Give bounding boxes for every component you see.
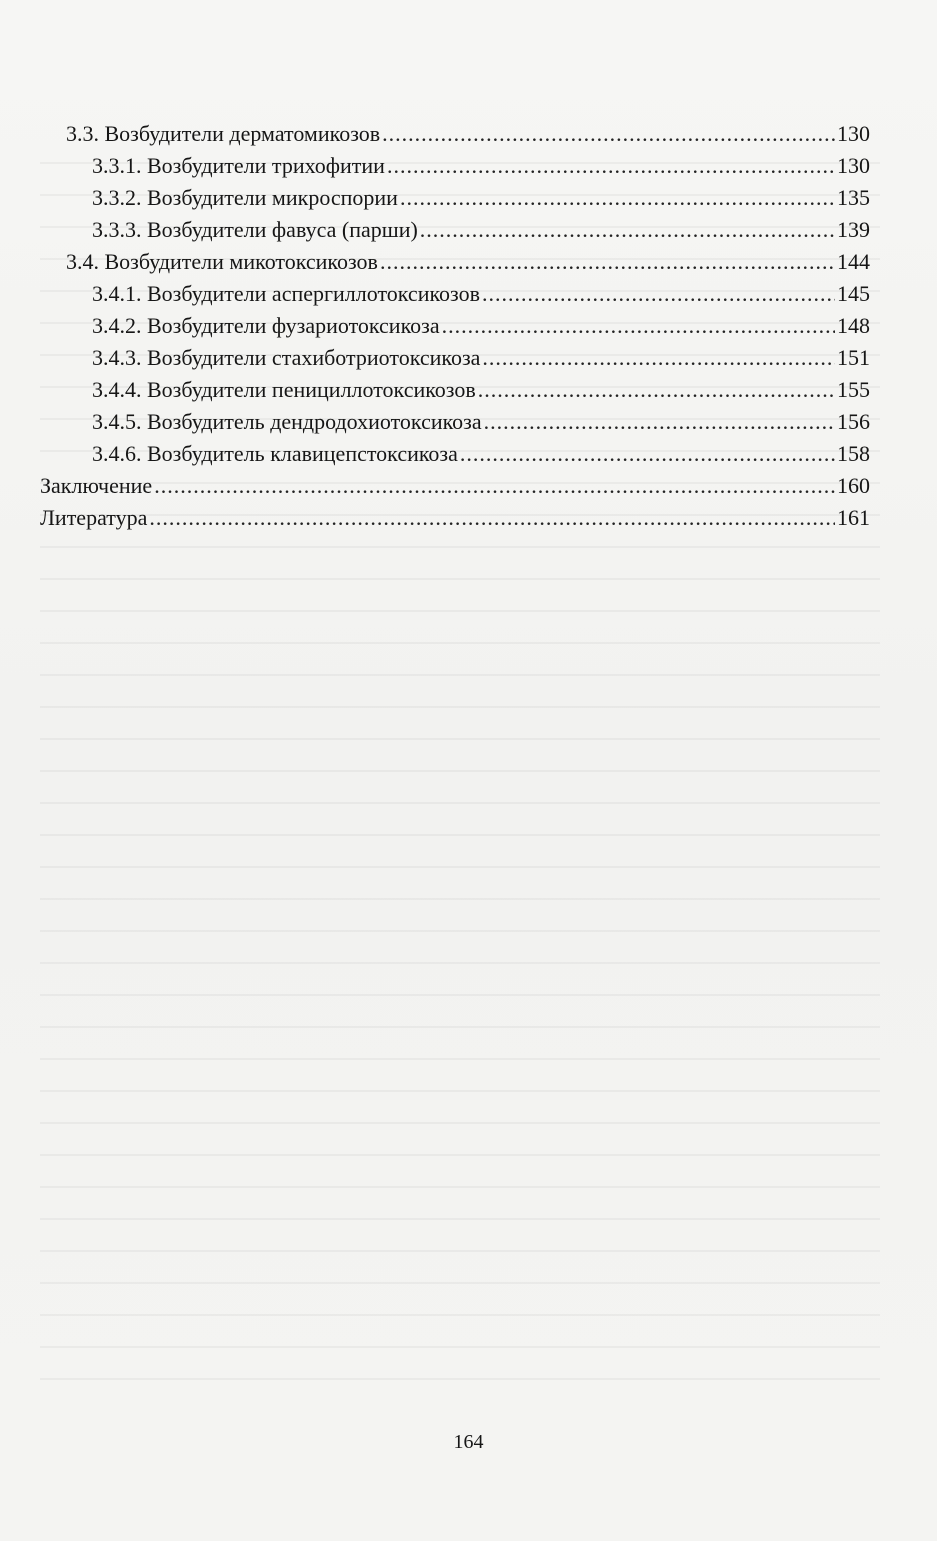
toc-entry-page: 130 — [837, 153, 870, 178]
toc-entry-page: 151 — [837, 345, 870, 370]
toc-entry-3-4-6 — [40, 438, 870, 470]
toc-entry-label: Заключение — [40, 473, 153, 498]
toc-entry-page: 145 — [837, 281, 870, 306]
toc-entry-label: 3.3.3. Возбудители фавуса (парши) — [92, 217, 418, 242]
toc-leader-dots — [382, 118, 835, 150]
toc-entry-page: 160 — [837, 473, 870, 498]
toc-entry-label: 3.4.4. Возбудители пенициллотоксикозов — [92, 377, 476, 402]
toc-entry-3-4-5 — [40, 406, 870, 438]
toc-entry-literature — [40, 502, 870, 534]
toc-leader-dots — [482, 278, 835, 310]
toc-entry-page: 158 — [837, 441, 870, 466]
toc-entry-label: 3.4.5. Возбудитель дендродохиотоксикоза — [92, 409, 482, 434]
toc-entry-label: 3.3. Возбудители дерматомикозов — [66, 121, 381, 146]
toc-entry-label: 3.3.1. Возбудители трихофитии — [92, 153, 385, 178]
toc-entry-conclusion — [40, 470, 870, 502]
toc-entry-3-4 — [40, 246, 870, 278]
toc-entry-3-3 — [40, 118, 870, 150]
toc-entry-3-3-1 — [40, 150, 870, 182]
toc-entry-label: 3.3.2. Возбудители микроспории — [92, 185, 398, 210]
toc-leader-dots — [380, 246, 835, 278]
toc-entry-page: 156 — [837, 409, 870, 434]
toc-entry-label: 3.4.6. Возбудитель клавицепстоксикоза — [92, 441, 458, 466]
toc-leader-dots — [400, 182, 835, 214]
toc-leader-dots — [154, 470, 835, 502]
table-of-contents — [40, 118, 870, 534]
toc-entry-label: Литература — [40, 505, 148, 530]
toc-entry-3-3-3 — [40, 214, 870, 246]
toc-entry-3-4-4 — [40, 374, 870, 406]
toc-entry-page: 139 — [837, 217, 870, 242]
toc-entry-page: 135 — [837, 185, 870, 210]
toc-entry-3-4-2 — [40, 310, 870, 342]
toc-entry-3-4-3 — [40, 342, 870, 374]
toc-leader-dots — [478, 374, 835, 406]
toc-entry-3-4-1 — [40, 278, 870, 310]
toc-entry-label: 3.4.1. Возбудители аспергиллотоксикозов — [92, 281, 480, 306]
toc-leader-dots — [460, 438, 835, 470]
toc-leader-dots — [482, 342, 835, 374]
toc-entry-page: 130 — [837, 121, 870, 146]
toc-entry-page: 148 — [837, 313, 870, 338]
toc-entry-page: 155 — [837, 377, 870, 402]
toc-leader-dots — [420, 214, 835, 246]
toc-entry-label: 3.4.2. Возбудители фузариотоксикоза — [92, 313, 440, 338]
page-number: 164 — [453, 1431, 484, 1453]
toc-entry-label: 3.4.3. Возбудители стахиботриотоксикоза — [92, 345, 481, 370]
toc-leader-dots — [484, 406, 835, 438]
toc-entry-page: 144 — [837, 249, 870, 274]
toc-entry-page: 161 — [837, 505, 870, 530]
toc-entry-label: 3.4. Возбудители микотоксикозов — [66, 249, 378, 274]
toc-leader-dots — [442, 310, 835, 342]
toc-entry-3-3-2 — [40, 182, 870, 214]
toc-leader-dots — [387, 150, 835, 182]
toc-leader-dots — [149, 502, 835, 534]
